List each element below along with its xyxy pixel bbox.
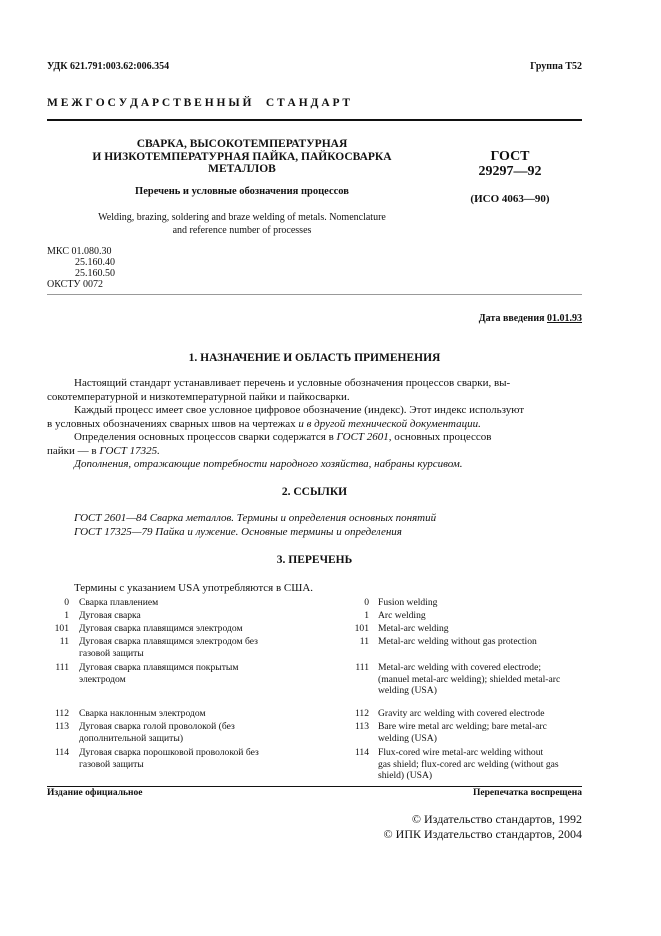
process-term-en: Metal-arc welding [378, 623, 449, 634]
process-term-ru: Дуговая сварка [79, 610, 141, 621]
process-term-en: Bare wire metal arc welding; bare metal-arc welding (USA) [378, 721, 547, 744]
okstu-code: ОКСТУ 0072 [47, 279, 104, 290]
official-edition: Издание официальное [47, 788, 143, 798]
document-title [47, 138, 437, 176]
process-number-ru: 11 [59, 636, 69, 647]
process-term-en: Gravity arc welding with covered electrode [378, 708, 545, 719]
process-number-ru: 111 [55, 662, 69, 673]
section-1-para-3-line-2: пайки — в ГОСТ 17325. [47, 444, 160, 457]
mks-code-2: 25.160.40 [75, 257, 115, 268]
separator-rule [47, 294, 582, 295]
mks-label: МКС [47, 246, 69, 257]
gost-label: ГОСТ [490, 149, 530, 164]
references-list [47, 512, 582, 539]
list-item [47, 708, 582, 722]
list-item [47, 747, 582, 781]
section-1-para-3-line-1: Определения основных процессов сварки содержатся в ГОСТ 2601, основных процессов [74, 431, 492, 443]
reprint-notice: Перепечатка воспрещена [472, 788, 582, 798]
footer-rule [47, 786, 582, 787]
english-title-line-2: and reference number of processes [172, 225, 312, 236]
section-1-body [47, 377, 582, 472]
title-line-3: МЕТАЛЛОВ [208, 163, 276, 175]
process-term-en: Flux-cored wire metal-arc welding without gas shield; flux-cored arc welding (without gas shield) (USA) [378, 747, 559, 781]
list-item [47, 721, 582, 744]
reference-gost-17325: ГОСТ 17325—79 Пайка и лужение. Основные термины и определения [74, 525, 402, 538]
group-code: Группа Т52 [530, 61, 582, 72]
process-term-ru: Дуговая сварка плавящимся электродом [79, 623, 243, 634]
classification-codes [47, 246, 115, 290]
process-number-en: 0 [364, 597, 369, 608]
process-number-ru: 112 [54, 708, 69, 719]
document-subtitle: Перечень и условные обозначения процессов [135, 186, 349, 197]
section-3-intro: Термины с указанием USA употребляются в США. [74, 582, 314, 594]
effective-date-label: Дата введения [478, 313, 545, 324]
process-number-en: 11 [359, 636, 369, 647]
list-item [47, 636, 582, 659]
process-number-ru: 113 [54, 721, 69, 732]
process-term-ru: Дуговая сварка порошковой проволокой без газовой защиты [79, 747, 259, 770]
mks-code-1: 01.080.30 [71, 246, 112, 257]
process-term-en: Metal-arc welding with covered electrode; (manuel metal-arc welding); shielded metal-arc welding (USA) [378, 662, 561, 696]
header-rule [47, 119, 582, 121]
section-1-para-2-line-1: Каждый процесс имеет свое условное цифровое обозначение (индекс). Этот индекс используют [74, 404, 525, 416]
process-number-en: 111 [355, 662, 369, 673]
process-number-ru: 0 [64, 597, 69, 608]
list-item [47, 623, 582, 637]
mks-code-3: 25.160.50 [75, 268, 115, 279]
iso-equivalent: (ИСО 4063—90) [470, 193, 550, 205]
section-3-heading: 3. ПЕРЕЧЕНЬ [276, 554, 353, 566]
gost-designation [440, 149, 580, 179]
section-1-para-1-line-2: сокотемпературной и низкотемпературной пайки и пайкосварки. [47, 390, 350, 403]
process-number-en: 101 [354, 623, 369, 634]
title-line-1: СВАРКА, ВЫСОКОТЕМПЕРАТУРНАЯ [136, 138, 348, 150]
process-number-en: 113 [354, 721, 369, 732]
title-line-2: И НИЗКОТЕМПЕРАТУРНАЯ ПАЙКА, ПАЙКОСВАРКА [92, 150, 392, 163]
process-number-en: 1 [364, 610, 369, 621]
udc-code: УДК 621.791:003.62:006.354 [47, 61, 170, 72]
english-title [47, 211, 437, 237]
process-term-en: Metal-arc welding without gas protection [378, 636, 537, 647]
process-number-ru: 1 [64, 610, 69, 621]
effective-date [380, 313, 582, 324]
process-term-ru: Дуговая сварка плавящимся покрытым электродом [79, 662, 239, 685]
section-1-para-1-line-1: Настоящий стандарт устанавливает перечень и условные обозначения процессов сварки, вы- [74, 377, 511, 389]
gost-number: 29297—92 [478, 164, 542, 179]
section-1-heading: 1. НАЗНАЧЕНИЕ И ОБЛАСТЬ ПРИМЕНЕНИЯ [188, 352, 441, 364]
section-1-para-2-line-2: в условных обозначениях сварных швов на чертежах и в другой технической документации. [47, 417, 481, 430]
copyright-2004: © ИПК Издательство стандартов, 2004 [383, 827, 582, 841]
list-item [47, 597, 582, 611]
english-title-line-1: Welding, brazing, soldering and braze welding of metals. Nomenclature [98, 212, 386, 223]
list-item [47, 610, 582, 624]
process-number-en: 114 [354, 747, 369, 758]
process-term-ru: Сварка наклонным электродом [79, 708, 206, 719]
process-term-en: Fusion welding [378, 597, 438, 608]
section-2-heading: 2. ССЫЛКИ [281, 486, 348, 498]
copyright-block [300, 812, 582, 842]
process-term-ru: Сварка плавлением [79, 597, 159, 608]
standard-type: М Е Ж Г О С У Д А Р С Т В Е Н Н Ы Й С Т А Н Д А Р Т [47, 97, 351, 109]
list-item [47, 662, 582, 696]
process-term-ru: Дуговая сварка плавящимся электродом без газовой защиты [79, 636, 258, 659]
process-term-ru: Дуговая сварка голой проволокой (без дополнительной защиты) [79, 721, 235, 744]
effective-date-value: 01.01.93 [547, 313, 582, 324]
process-term-en: Arc welding [378, 610, 426, 621]
section-1-para-4: Дополнения, отражающие потребности народного хозяйства, набраны курсивом. [74, 458, 463, 470]
copyright-1992: © Издательство стандартов, 1992 [411, 812, 582, 826]
process-number-en: 112 [354, 708, 369, 719]
process-number-ru: 114 [54, 747, 69, 758]
process-number-ru: 101 [54, 623, 69, 634]
reference-gost-2601: ГОСТ 2601—84 Сварка металлов. Термины и определения основных понятий [74, 512, 437, 524]
